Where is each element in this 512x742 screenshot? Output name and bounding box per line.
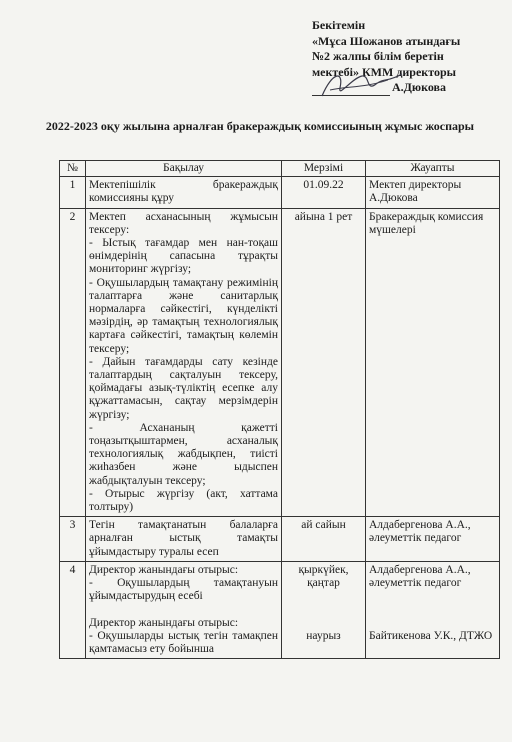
control-text: - Оқушылардың тамақтануын ұйымдастырудың есебі: [89, 577, 278, 603]
control-text: Мектеп асханасының жұмысын тексеру:: [89, 210, 278, 236]
responsible-text: Байтикенова У.К., ДТЖО: [369, 630, 493, 643]
table-row: [60, 517, 500, 562]
table-row: [60, 208, 500, 517]
control-text: - Оқушылардың тамақтану режимінің талаптарға және санитарлық нормаларға сәйкестігі, күнделікті мәзірдің, әр тамақтың технологиялық картаға сәйкестігі, тамақтың көлемін тексеру;: [89, 276, 278, 355]
row-date: айына 1 рет: [282, 208, 366, 517]
row-control: [86, 177, 282, 208]
plan-table: [59, 160, 500, 659]
responsible-text: Алдабергенова А.А., әлеуметтік педагог: [369, 563, 471, 590]
control-text: - Асхананың қажетті тоңазытқыштармен, асханалық технологиялық жабдықпен, тиісті жиһазбен және ыдыспен жабдықталуын тексеру;: [89, 421, 278, 487]
control-text: Тегін тамақтанатын балаларға арналған ыстық тамақты ұйымдастыру туралы есеп: [89, 519, 278, 558]
row-number: 3: [60, 517, 86, 562]
approval-line: №2 жалпы білім беретін: [312, 49, 444, 63]
table-row: [60, 561, 500, 658]
approval-line: «Мұса Шожанов атындағы: [312, 33, 461, 48]
row-control: [86, 208, 282, 517]
control-text: Директор жанындағы отырыс:: [89, 563, 239, 576]
control-text: Директор жанындағы отырыс:: [89, 616, 239, 629]
director-name: А.Дюкова: [392, 80, 447, 94]
control-text: Мектепішілік бракераждық комиссияны құру: [89, 179, 278, 205]
handwritten-signature: [318, 66, 408, 102]
document-title: 2022-2023 оқу жылына арналған бракераждық комиссиының жұмыс жоспары: [45, 119, 475, 133]
row-control: [86, 561, 282, 658]
header-control: Бақылау: [86, 161, 282, 177]
approval-line: мектебі» КММ директоры: [312, 64, 456, 79]
control-text: - Дайын тағамдарды сату кезінде талаптардың сақталуын тексеру, қоймадағы азық-түліктің есепке алу құжаттамасын, сақтау мерзімдерін жүргізу;: [89, 355, 278, 421]
table-row: [60, 177, 500, 208]
row-date: [282, 561, 366, 658]
row-number: 2: [60, 208, 86, 517]
header-number: №: [60, 161, 86, 177]
header-date: Мерзімі: [282, 161, 366, 177]
approval-line: Бекітемін: [312, 18, 366, 32]
header-responsible: Жауапты: [366, 161, 500, 177]
control-text: - Оқушыларды ыстық тегін тамақпен қамтамасыз ету бойынша: [89, 629, 278, 655]
row-responsible: Алдабергенова А.А., әлеуметтік педагог: [366, 517, 500, 562]
row-responsible: Бракераждық комиссия мүшелері: [366, 208, 500, 517]
date-text: наурыз: [306, 630, 341, 643]
control-text: - Ыстық тағамдар мен нан-тоқаш өнімдерінің сапасына тұрақты мониторинг жүргізу;: [89, 237, 278, 276]
row-responsible: Мектеп директоры А.Дюкова: [366, 177, 500, 208]
row-date: 01.09.22: [282, 177, 366, 208]
control-text: - Отырыс жүргізу (акт, хаттама толтыру): [89, 487, 278, 514]
row-responsible: [366, 561, 500, 658]
row-control: [86, 517, 282, 562]
date-text: қыркүйек, қаңтар: [298, 563, 349, 590]
spacer: [89, 604, 278, 617]
table-header-row: [60, 161, 500, 177]
row-date: ай сайын: [282, 517, 366, 562]
row-number: 1: [60, 177, 86, 208]
row-number: 4: [60, 561, 86, 658]
